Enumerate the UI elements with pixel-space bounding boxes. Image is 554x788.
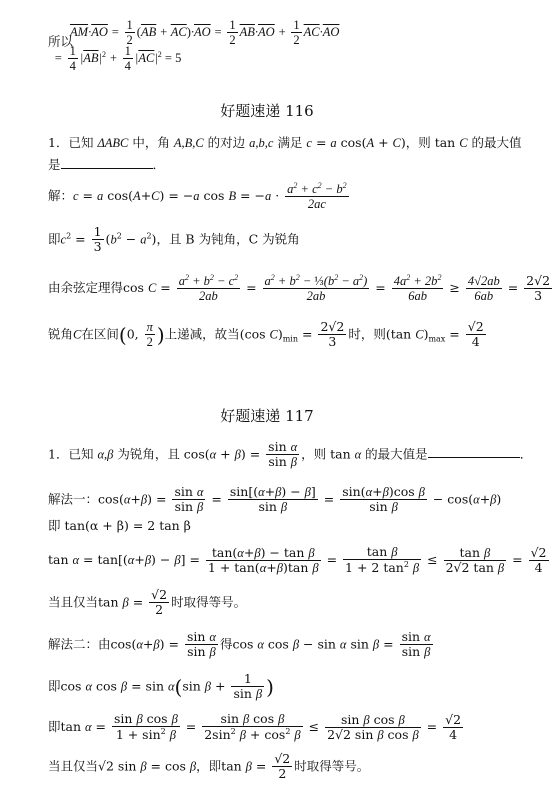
intro-equation-2: = $\frac{1}{4}$ $|\overline{AB}|^2$ + $\frac{1}{4}$ $|\overline{AC}|^2 = 5$ xyxy=(54,44,182,74)
q116-line2: 是 ． xyxy=(48,157,166,172)
q117-line: 1．已知 α,β 为锐角，且 cos(α + β) = $\frac{\text{sin α}}{\text{sin β}}$ ，则 tan α 的最大值是 ． xyxy=(48,439,533,470)
sol117-m1-line2: 即 tan(α + β) = 2 tan β xyxy=(48,518,191,533)
sol117-m2-line1: 解法二：由cos(α+β) = $\frac{\text{sin α}}{\text{sin β}}$ 得cos α cos β − sin α sin β = $\frac{\text{sin α}}{\text{sin β}}$ xyxy=(48,629,431,660)
sol117-m1-line4: 当且仅当tan β = $\frac{√2}{2}$ 时取得等号。 xyxy=(48,587,247,618)
section-title-117: 好题速递 117 xyxy=(220,407,314,425)
sol116-line4: 锐角C在区间(0, $\frac{\pi}{2}$ )上递减，故当(cos $C)_{min}$ = $\frac{2√2}{3}$ 时，则(tan $C)_{max}$ = $\frac{√2}{4}$ xyxy=(48,319,484,350)
sol116-line1: 解：c = a cos(A+C) = −a cos B = −a · $\frac{a^2 + c^2 - b^2}{2ac}$ xyxy=(48,181,347,212)
intro-equation-1: $\overline{AM}\cdot\overline{AO}$ = $\frac{1}{2}$ $(\overline{AB} + \overline{AC})\cdot\overline{AO}$ = $\frac{1}{2}$ $\overline{AB}\cdot\overline{AO}$ + $\frac{1}{2}$ $\overline{AC}\cdot\overline{AO}$ xyxy=(70,18,340,48)
sol117-m1-line1: 解法一：cos(α+β) = $\frac{\text{sin α}}{\text{sin β}}$ = $\frac{\sin[(\alpha+\beta) - \beta]}{\text{sin β}}$ = $\frac{\text{sin(α+β)cos β}}{\text{sin β}}$ − cos(α+β) xyxy=(48,484,502,515)
intro-suoyi: 所以 xyxy=(48,34,74,49)
answer-blank-117 xyxy=(428,447,520,458)
sol117-m1-line3: tan α = tan[(α+β) − β] = $\frac{\text{tan(α+β) − tan β}}{\text{1 + tan(α+β)tan β}}$ = $\frac{\text{tan β}}{1 + 2 \tan^2 \beta}$ ≤ $\frac{\text{tan β}}{\text{2√2 tan β}}$ = $\frac{√2}{4}$ xyxy=(48,544,547,576)
answer-blank-116 xyxy=(61,158,153,169)
sol116-line2: 即$c^2$ = $\frac{1}{3}$ $(b^2 - a^2)$，且 B 为钝角，C 为锐角 xyxy=(48,224,300,255)
sol116-line3: 由余弦定理得cos C = $\frac{a^2 + b^2 - c^2}{2ab}$ = $\frac{a^2 + b^2 - \frac{1}{3}(b^2 - a^2)}{2ab}$ = $\frac{4a^2 + 2b^2}{6ab}$ ≥ $\frac{4√2ab}{6ab}$ = $\frac{2√2}{3}$ xyxy=(48,272,551,304)
sol117-m2-line2: 即cos α cos β = sin α(sin β + $\frac{1}{\text{sin β}}$ ) xyxy=(48,671,274,702)
sol117-m2-line3: 即tan α = $\frac{\text{sin β cos β}}{1 + \sin^2 \beta}$ = $\frac{\text{sin β cos β}}{2\sin^2 \beta + \cos^2 \beta}$ ≤ $\frac{\text{sin β cos β}}{\text{2√2 sin β cos β}}$ = $\frac{√2}{4}$ xyxy=(48,711,462,743)
q116-line1: 1．已知 ΔABC 中，角 A,B,C 的对边 a,b,c 满足 c = a cos(A + C)，则 tan C 的最大值 xyxy=(48,135,522,150)
section-title-116: 好题速递 116 xyxy=(220,102,314,120)
sol117-m2-line4: 当且仅当√2 sin β = cos β，即tan β = $\frac{√2}{2}$ 时取得等号。 xyxy=(48,751,370,782)
